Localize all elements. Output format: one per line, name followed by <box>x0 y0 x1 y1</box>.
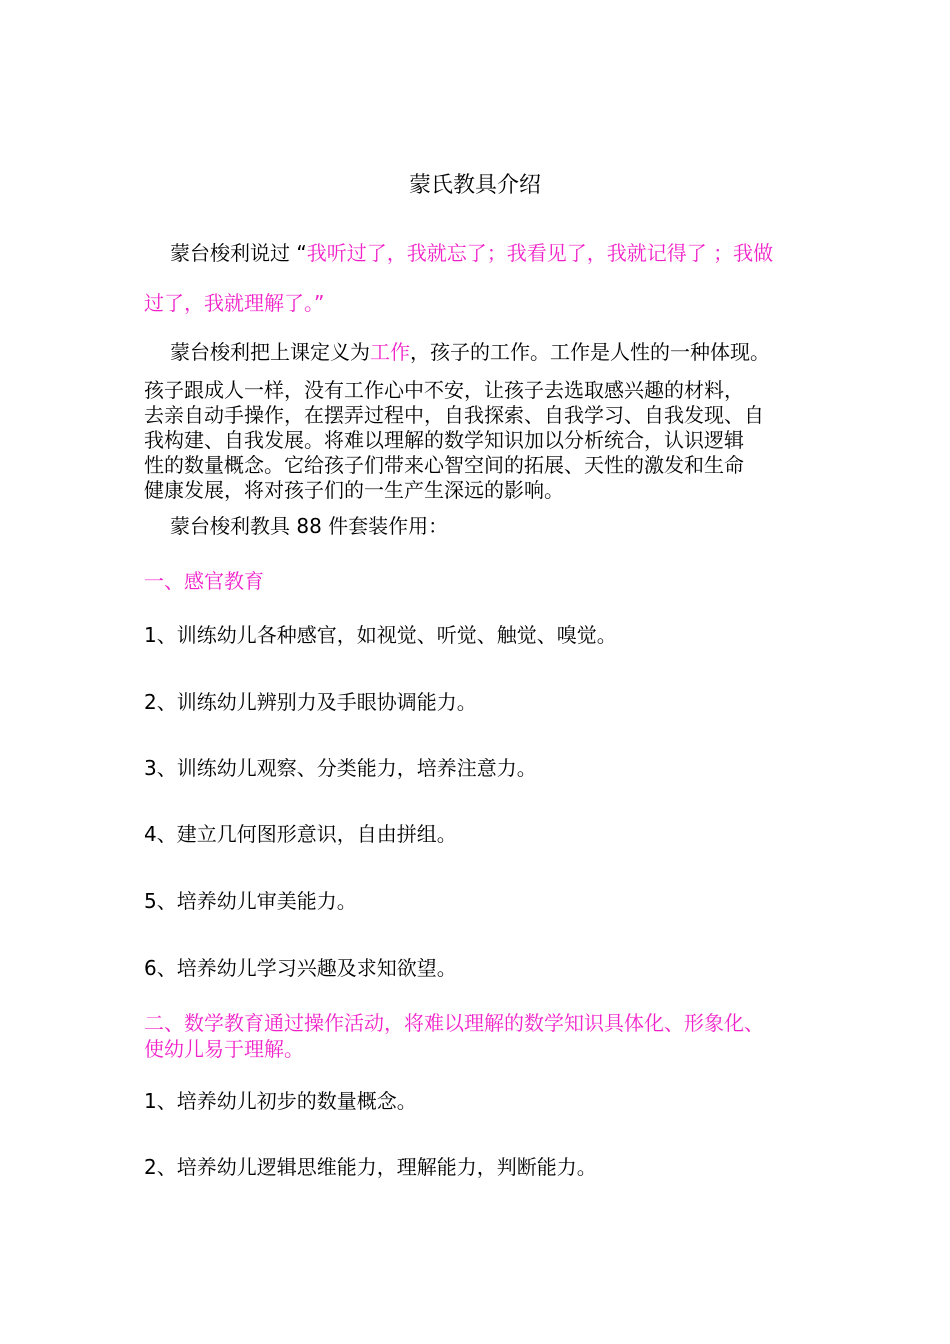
section2-item-1: 1、培养幼儿初步的数量概念。 <box>144 1089 417 1113</box>
section2-item-2: 2、培养幼儿逻辑思维能力，理解能力，判断能力。 <box>144 1155 597 1179</box>
work-definition-highlight: 工作 <box>370 340 410 364</box>
section1-item-4: 4、建立几何图形意识，自由拼组。 <box>144 822 457 846</box>
quote-line-2 <box>144 290 324 316</box>
document-title: 蒙氏教具介绍 <box>408 173 541 198</box>
body-line-3: 我构建、自我发展。将难以理解的数学知识加以分析统合，认识逻辑 <box>144 428 744 452</box>
quote-open-mark: “ <box>290 241 307 265</box>
work-definition-after: ，孩子的工作。工作是人性的一种体现。 <box>410 340 770 364</box>
quote-close-mark: ” <box>314 291 325 315</box>
body-line-2: 去亲自动手操作，在摆弄过程中，自我探索、自我学习、自我发现、自 <box>144 403 764 427</box>
work-definition-before: 蒙台梭利把上课定义为 <box>170 340 370 364</box>
section2-heading-line-2: 使幼儿易于理解。 <box>144 1037 304 1061</box>
section2-heading-line-1: 二、数学教育通过操作活动，将难以理解的数学知识具体化、形象化、 <box>144 1011 764 1035</box>
body-line-5: 健康发展，将对孩子们的一生产生深远的影响。 <box>144 478 564 502</box>
section1-item-6: 6、培养幼儿学习兴趣及求知欲望。 <box>144 956 457 980</box>
quote-text-1: 我听过了，我就忘了；我看见了，我就记得了 ；我做 <box>306 241 774 265</box>
quote-lead: 蒙台梭利说过 <box>170 241 290 265</box>
section1-heading: 一、感官教育 <box>144 569 264 593</box>
quote-line-1 <box>170 240 773 266</box>
section1-item-3: 3、训练幼儿观察、分类能力，培养注意力。 <box>144 756 537 780</box>
section1-item-5: 5、培养幼儿审美能力。 <box>144 889 357 913</box>
body-line-1: 孩子跟成人一样，没有工作心中不安，让孩子去选取感兴趣的材料， <box>144 378 744 402</box>
body-line-4: 性的数量概念。它给孩子们带来心智空间的拓展、天性的激发和生命 <box>144 453 744 477</box>
section1-item-2: 2、训练幼儿辨别力及手眼协调能力。 <box>144 690 477 714</box>
quote-text-2: 过了，我就理解了。 <box>144 291 314 315</box>
work-definition <box>170 339 770 365</box>
section1-item-1: 1、训练幼儿各种感官，如视觉、听觉、触觉、嗅觉。 <box>144 623 617 647</box>
set-intro: 蒙台梭利教具 88 件套装作用： <box>170 514 449 538</box>
